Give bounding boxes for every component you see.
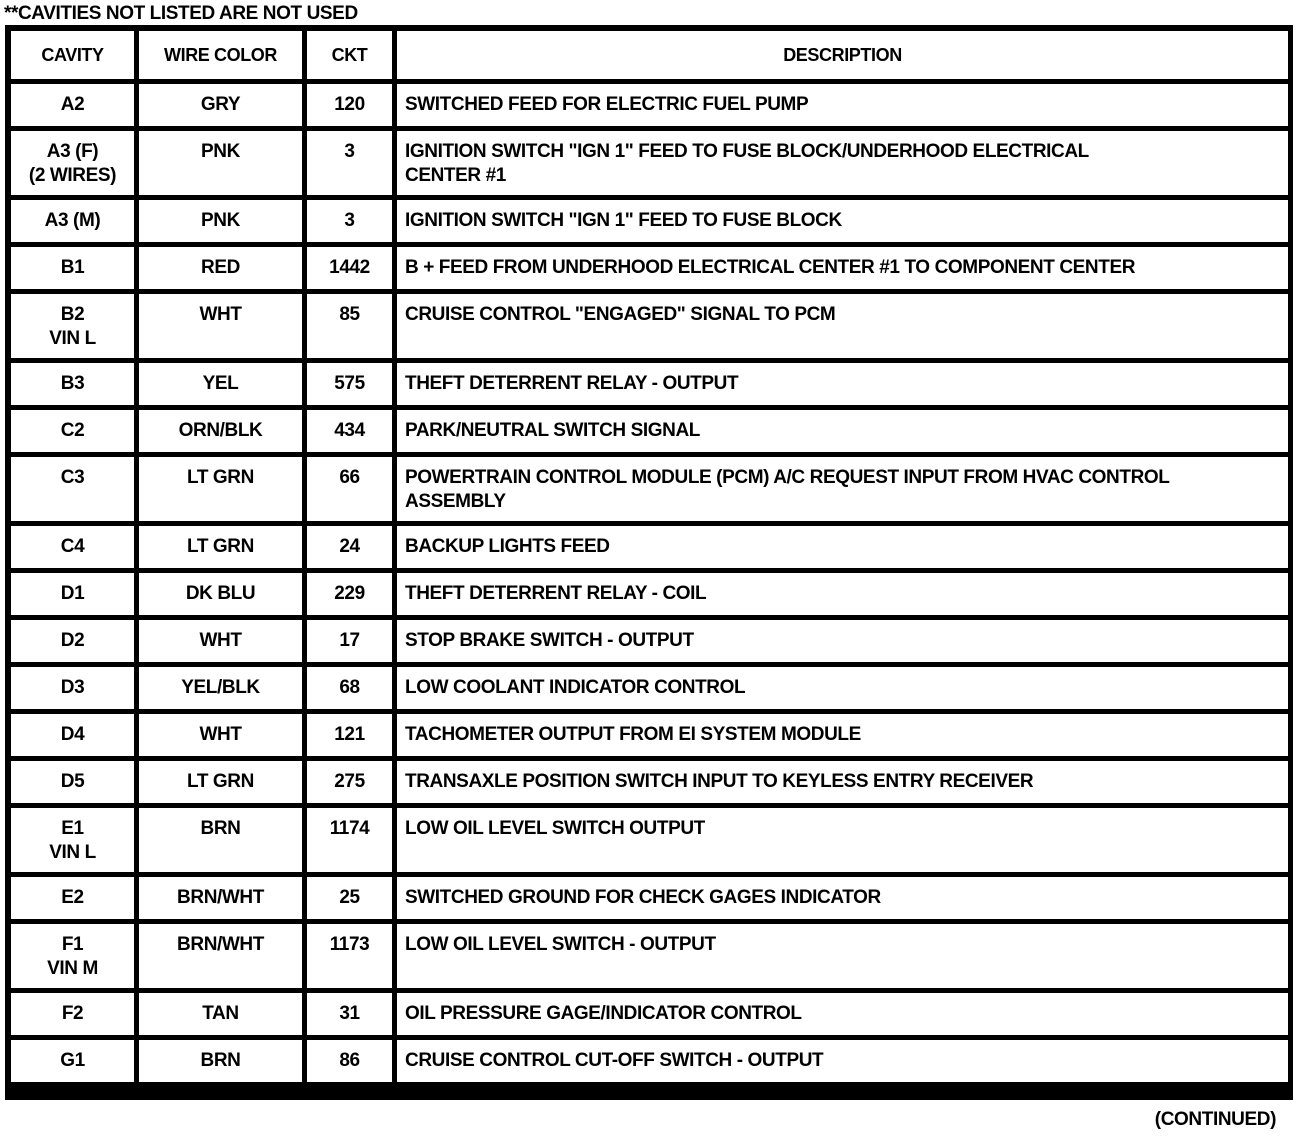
cavity-cell (11, 131, 134, 195)
ckt-cell: 24 (307, 526, 392, 568)
description-line: LOW COOLANT INDICATOR CONTROL (405, 677, 746, 698)
cavity-cell (11, 526, 134, 568)
cavity-line: C3 (60, 467, 85, 488)
description-line: TACHOMETER OUTPUT FROM EI SYSTEM MODULE (405, 724, 861, 745)
continued-label: (CONTINUED) (1154, 1109, 1276, 1130)
description-cell (397, 761, 1288, 803)
wire-color-cell: BRN (139, 808, 302, 872)
description-cell (397, 363, 1288, 405)
cavity-line: VIN M (47, 958, 98, 979)
connector-table (5, 25, 1293, 1100)
description-line: CRUISE CONTROL CUT-OFF SWITCH - OUTPUT (405, 1050, 824, 1071)
description-line: CENTER #1 (405, 165, 506, 186)
ckt-cell: 25 (307, 877, 392, 919)
ckt-cell: 121 (307, 714, 392, 756)
wire-color-cell: TAN (139, 993, 302, 1035)
description-cell (397, 808, 1288, 872)
header-description: DESCRIPTION (397, 31, 1288, 79)
cavity-line: F1 (61, 934, 84, 955)
description-line: TRANSAXLE POSITION SWITCH INPUT TO KEYLESS ENTRY RECEIVER (405, 771, 1034, 792)
description-line: ASSEMBLY (405, 491, 506, 512)
ckt-cell: 3 (307, 131, 392, 195)
description-line: IGNITION SWITCH "IGN 1" FEED TO FUSE BLOCK/UNDERHOOD ELECTRICAL (405, 141, 1089, 162)
cavity-line: D2 (60, 630, 85, 651)
ckt-cell: 68 (307, 667, 392, 709)
table-grid (11, 31, 1288, 1082)
cavity-line: (2 WIRES) (28, 165, 117, 186)
cavity-line: VIN L (49, 328, 96, 349)
wire-color-cell: YEL/BLK (139, 667, 302, 709)
ckt-cell: 575 (307, 363, 392, 405)
wire-color-cell: WHT (139, 294, 302, 358)
wire-color-cell: LT GRN (139, 457, 302, 521)
description-cell (397, 667, 1288, 709)
description-line: LOW OIL LEVEL SWITCH OUTPUT (405, 818, 705, 839)
cavity-cell (11, 573, 134, 615)
cavity-cell (11, 457, 134, 521)
wire-color-cell: BRN/WHT (139, 924, 302, 988)
cavity-cell (11, 1040, 134, 1082)
page-note: **CAVITIES NOT LISTED ARE NOT USED (4, 3, 358, 24)
description-line: STOP BRAKE SWITCH - OUTPUT (405, 630, 694, 651)
ckt-cell: 66 (307, 457, 392, 521)
description-cell (397, 714, 1288, 756)
cavity-line: A3 (M) (44, 210, 101, 231)
cavity-line: B2 (60, 304, 85, 325)
description-cell (397, 573, 1288, 615)
header-ckt: CKT (307, 31, 392, 79)
ckt-cell: 1442 (307, 247, 392, 289)
description-cell (397, 526, 1288, 568)
cavity-cell (11, 200, 134, 242)
ckt-cell: 31 (307, 993, 392, 1035)
cavity-line: A2 (60, 94, 85, 115)
cavity-cell (11, 993, 134, 1035)
wire-color-cell: GRY (139, 84, 302, 126)
ckt-cell: 1173 (307, 924, 392, 988)
cavity-line: B3 (60, 373, 85, 394)
description-line: POWERTRAIN CONTROL MODULE (PCM) A/C REQUEST INPUT FROM HVAC CONTROL (405, 467, 1170, 488)
cavity-cell (11, 410, 134, 452)
wire-color-cell: BRN/WHT (139, 877, 302, 919)
description-line: SWITCHED FEED FOR ELECTRIC FUEL PUMP (405, 94, 809, 115)
description-cell (397, 131, 1288, 195)
cavity-cell (11, 363, 134, 405)
description-cell (397, 993, 1288, 1035)
cavity-line: E1 (61, 818, 84, 839)
description-line: SWITCHED GROUND FOR CHECK GAGES INDICATOR (405, 887, 881, 908)
ckt-cell: 85 (307, 294, 392, 358)
description-cell (397, 200, 1288, 242)
cavity-line: E2 (61, 887, 84, 908)
ckt-cell: 1174 (307, 808, 392, 872)
description-line: PARK/NEUTRAL SWITCH SIGNAL (405, 420, 701, 441)
cavity-line: A3 (F) (46, 141, 99, 162)
wire-color-cell: BRN (139, 1040, 302, 1082)
description-line: THEFT DETERRENT RELAY - OUTPUT (405, 373, 739, 394)
cavity-line: C2 (60, 420, 85, 441)
ckt-cell: 17 (307, 620, 392, 662)
description-cell (397, 457, 1288, 521)
cavity-line: VIN L (49, 842, 96, 863)
wire-color-cell: DK BLU (139, 573, 302, 615)
ckt-cell: 3 (307, 200, 392, 242)
description-line: OIL PRESSURE GAGE/INDICATOR CONTROL (405, 1003, 802, 1024)
cavity-cell (11, 714, 134, 756)
ckt-cell: 86 (307, 1040, 392, 1082)
description-cell (397, 924, 1288, 988)
cavity-line: D4 (60, 724, 85, 745)
wire-color-cell: ORN/BLK (139, 410, 302, 452)
description-cell (397, 620, 1288, 662)
cavity-line: G1 (60, 1050, 85, 1071)
cavity-line: F2 (61, 1003, 84, 1024)
description-line: THEFT DETERRENT RELAY - COIL (405, 583, 707, 604)
cavity-line: C4 (60, 536, 85, 557)
description-cell (397, 247, 1288, 289)
cavity-cell (11, 620, 134, 662)
cavity-cell (11, 667, 134, 709)
wire-color-cell: PNK (139, 131, 302, 195)
description-cell (397, 1040, 1288, 1082)
cavity-cell (11, 877, 134, 919)
cavity-cell (11, 84, 134, 126)
header-cavity: CAVITY (11, 31, 134, 79)
description-cell (397, 84, 1288, 126)
cavity-line: D3 (60, 677, 85, 698)
cavity-cell (11, 924, 134, 988)
description-cell (397, 877, 1288, 919)
ckt-cell: 229 (307, 573, 392, 615)
wire-color-cell: YEL (139, 363, 302, 405)
wire-color-cell: LT GRN (139, 526, 302, 568)
cavity-line: B1 (60, 257, 85, 278)
description-line: LOW OIL LEVEL SWITCH - OUTPUT (405, 934, 716, 955)
wire-color-cell: WHT (139, 620, 302, 662)
ckt-cell: 434 (307, 410, 392, 452)
wire-color-cell: WHT (139, 714, 302, 756)
description-line: BACKUP LIGHTS FEED (405, 536, 610, 557)
description-cell (397, 294, 1288, 358)
cavity-line: D5 (60, 771, 85, 792)
wire-color-cell: PNK (139, 200, 302, 242)
cavity-cell (11, 808, 134, 872)
ckt-cell: 120 (307, 84, 392, 126)
wire-color-cell: LT GRN (139, 761, 302, 803)
header-wire-color: WIRE COLOR (139, 31, 302, 79)
cavity-cell (11, 247, 134, 289)
cavity-cell (11, 761, 134, 803)
cavity-cell (11, 294, 134, 358)
cavity-line: D1 (60, 583, 85, 604)
wire-color-cell: RED (139, 247, 302, 289)
description-line: CRUISE CONTROL "ENGAGED" SIGNAL TO PCM (405, 304, 836, 325)
description-line: IGNITION SWITCH "IGN 1" FEED TO FUSE BLOCK (405, 210, 842, 231)
ckt-cell: 275 (307, 761, 392, 803)
description-cell (397, 410, 1288, 452)
description-line: B + FEED FROM UNDERHOOD ELECTRICAL CENTER #1 TO COMPONENT CENTER (405, 257, 1136, 278)
